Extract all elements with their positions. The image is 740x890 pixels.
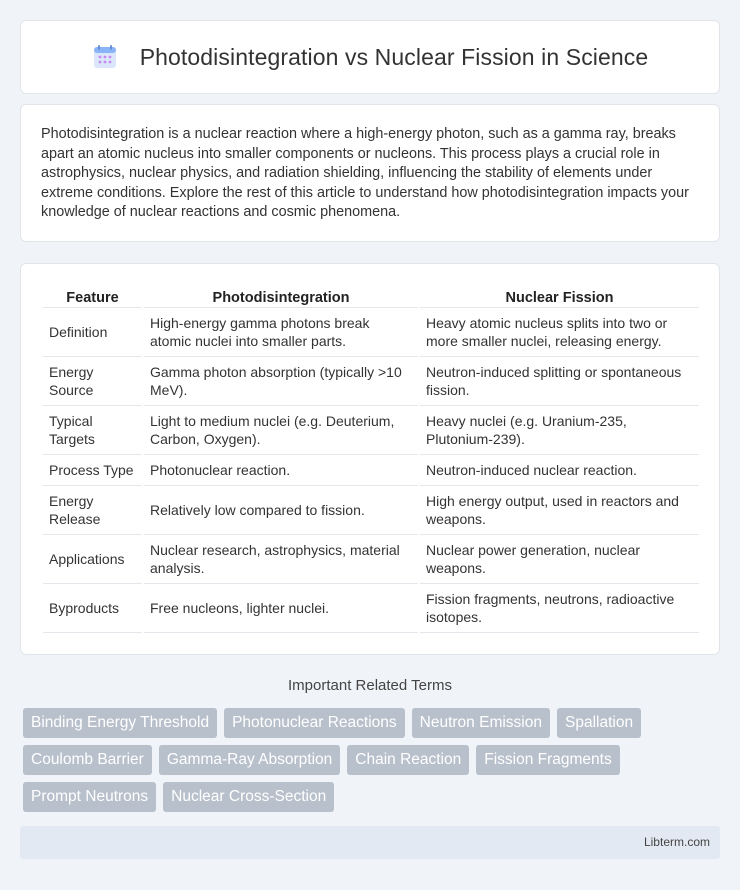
row-feature: Typical Targets (43, 406, 142, 455)
row-fission: Heavy nuclei (e.g. Uranium-235, Plutonium-239). (420, 406, 699, 455)
row-feature: Byproducts (43, 584, 142, 633)
related-term-tag[interactable]: Gamma-Ray Absorption (159, 745, 340, 775)
row-photodisintegration: Relatively low compared to fission. (144, 486, 418, 535)
row-feature: Applications (43, 535, 142, 584)
table-row (43, 584, 699, 633)
comparison-card (20, 263, 720, 655)
related-term-tag[interactable]: Photonuclear Reactions (224, 708, 405, 738)
table-row (43, 535, 699, 584)
related-term-tag[interactable]: Neutron Emission (412, 708, 550, 738)
row-fission: Heavy atomic nucleus splits into two or more smaller nuclei, releasing energy. (420, 308, 699, 357)
row-photodisintegration: Nuclear research, astrophysics, material analysis. (144, 535, 418, 584)
row-fission: Neutron-induced splitting or spontaneous fission. (420, 357, 699, 406)
related-term-tag[interactable]: Nuclear Cross-Section (163, 782, 334, 812)
row-feature: Energy Source (43, 357, 142, 406)
row-feature: Definition (43, 308, 142, 357)
header-feature: Feature (43, 286, 142, 308)
related-term-tag[interactable]: Chain Reaction (347, 745, 469, 775)
table-row (43, 455, 699, 486)
comparison-table (43, 286, 699, 633)
related-term-tag[interactable]: Spallation (557, 708, 641, 738)
row-fission: Neutron-induced nuclear reaction. (420, 455, 699, 486)
footer-bar (20, 826, 720, 859)
row-photodisintegration: Light to medium nuclei (e.g. Deuterium, Carbon, Oxygen). (144, 406, 418, 455)
related-term-tag[interactable]: Fission Fragments (476, 745, 619, 775)
footer-site-link[interactable]: Libterm.com (643, 835, 710, 849)
table-header-row (43, 286, 699, 308)
title-card (20, 20, 720, 94)
page-title: Photodisintegration vs Nuclear Fission in Science (139, 43, 649, 70)
related-term-tag[interactable]: Coulomb Barrier (23, 745, 152, 775)
related-terms-list (23, 708, 723, 812)
header-photodisintegration: Photodisintegration (144, 286, 418, 308)
intro-card (20, 104, 720, 242)
row-photodisintegration: Gamma photon absorption (typically >10 MeV). (144, 357, 418, 406)
table-row (43, 486, 699, 535)
related-terms-title: Important Related Terms (288, 677, 452, 694)
row-photodisintegration: Free nucleons, lighter nuclei. (144, 584, 418, 633)
row-fission: Nuclear power generation, nuclear weapons. (420, 535, 699, 584)
row-feature: Process Type (43, 455, 142, 486)
table-row (43, 406, 699, 455)
row-fission: High energy output, used in reactors and weapons. (420, 486, 699, 535)
related-term-tag[interactable]: Prompt Neutrons (23, 782, 156, 812)
table-row (43, 357, 699, 406)
related-term-tag[interactable]: Binding Energy Threshold (23, 708, 217, 738)
row-photodisintegration: High-energy gamma photons break atomic nuclei into smaller parts. (144, 308, 418, 357)
table-row (43, 308, 699, 357)
row-feature: Energy Release (43, 486, 142, 535)
calendar-icon (92, 44, 118, 70)
header-nuclear-fission: Nuclear Fission (420, 286, 699, 308)
row-photodisintegration: Photonuclear reaction. (144, 455, 418, 486)
intro-paragraph: Photodisintegration is a nuclear reaction where a high-energy photon, such as a gamma ray, breaks apart an atomic nucleus into smaller components or nucleons. This process plays a crucial role in astrophysics, nuclear physics, and radiation shielding, influencing the stability of elements under extreme conditions. Explore the rest of this article to understand how photodisintegration impacts your knowledge of nuclear reactions and cosmic phenomena. (41, 126, 689, 221)
row-fission: Fission fragments, neutrons, radioactive isotopes. (420, 584, 699, 633)
